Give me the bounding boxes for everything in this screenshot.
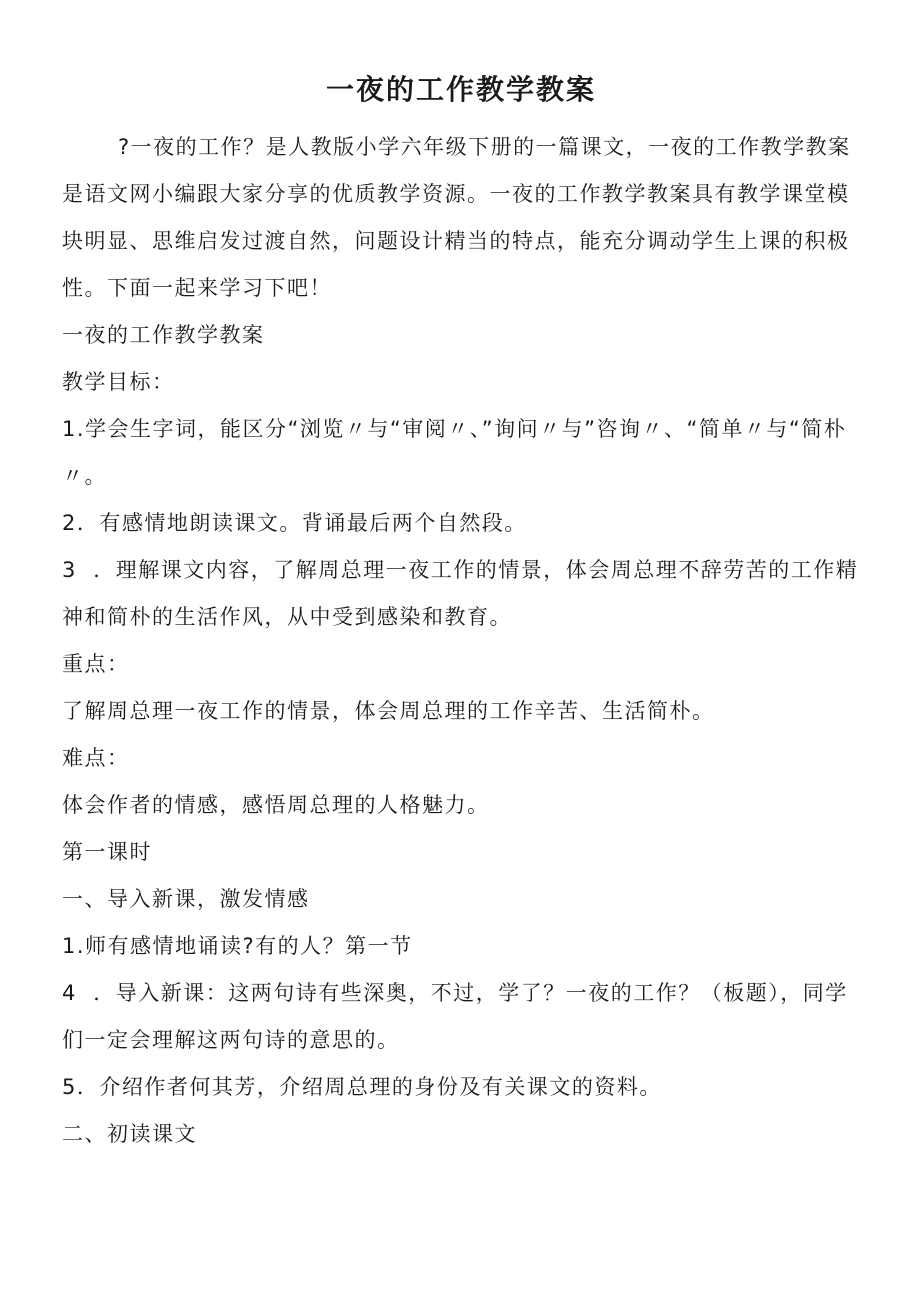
- intro-paragraph: ?一夜的工作？是人教版小学六年级下册的一篇课文，一夜的工作教学教案是语文网小编跟大家分享的优质教学资源。一夜的工作教学教案具有教学课堂模块明显、思维启发过渡自然，问题设计精当的特点，能充分调动学生上课的积极性。下面一起来学习下吧！: [62, 135, 851, 300]
- step-item-4: 4 ．导入新课：这两句诗有些深奥，不过，学了？一夜的工作？（板题），同学们一定会理解这两句诗的意思的。: [62, 981, 848, 1052]
- difficulty-text: 体会作者的情感，感悟周总理的人格魅力。: [62, 793, 490, 817]
- objective-item-2: 2．有感情地朗读课文。背诵最后两个自然段。: [62, 511, 527, 535]
- document-title: 一夜的工作教学教案: [325, 73, 596, 106]
- step-item-1: 1.师有感情地诵读?有的人？第一节: [62, 934, 413, 958]
- first-lesson-heading: 第一课时: [62, 840, 152, 864]
- step-item-5: 5．介绍作者何其芳，介绍周总理的身份及有关课文的资料。: [62, 1075, 662, 1099]
- difficulty-heading: 难点：: [62, 746, 130, 770]
- key-point-text: 了解周总理一夜工作的情景，体会周总理的工作辛苦、生活简朴。: [62, 699, 715, 723]
- section-intro-heading: 一、导入新课，激发情感: [62, 887, 310, 911]
- objective-item-1: 1.学会生字词，能区分“浏览〃与“审阅〃、”询问〃与”咨询〃、“简单〃与“简朴〃。: [62, 417, 847, 488]
- section-first-reading-heading: 二、初读课文: [62, 1122, 197, 1146]
- objective-item-3: 3 ．理解课文内容，了解周总理一夜工作的情景，体会周总理不辞劳苦的工作精神和简朴的生活作风，从中受到感染和教育。: [62, 558, 859, 629]
- lesson-plan-heading: 一夜的工作教学教案: [62, 323, 265, 347]
- objectives-heading: 教学目标：: [62, 370, 175, 394]
- key-point-heading: 重点：: [62, 652, 130, 676]
